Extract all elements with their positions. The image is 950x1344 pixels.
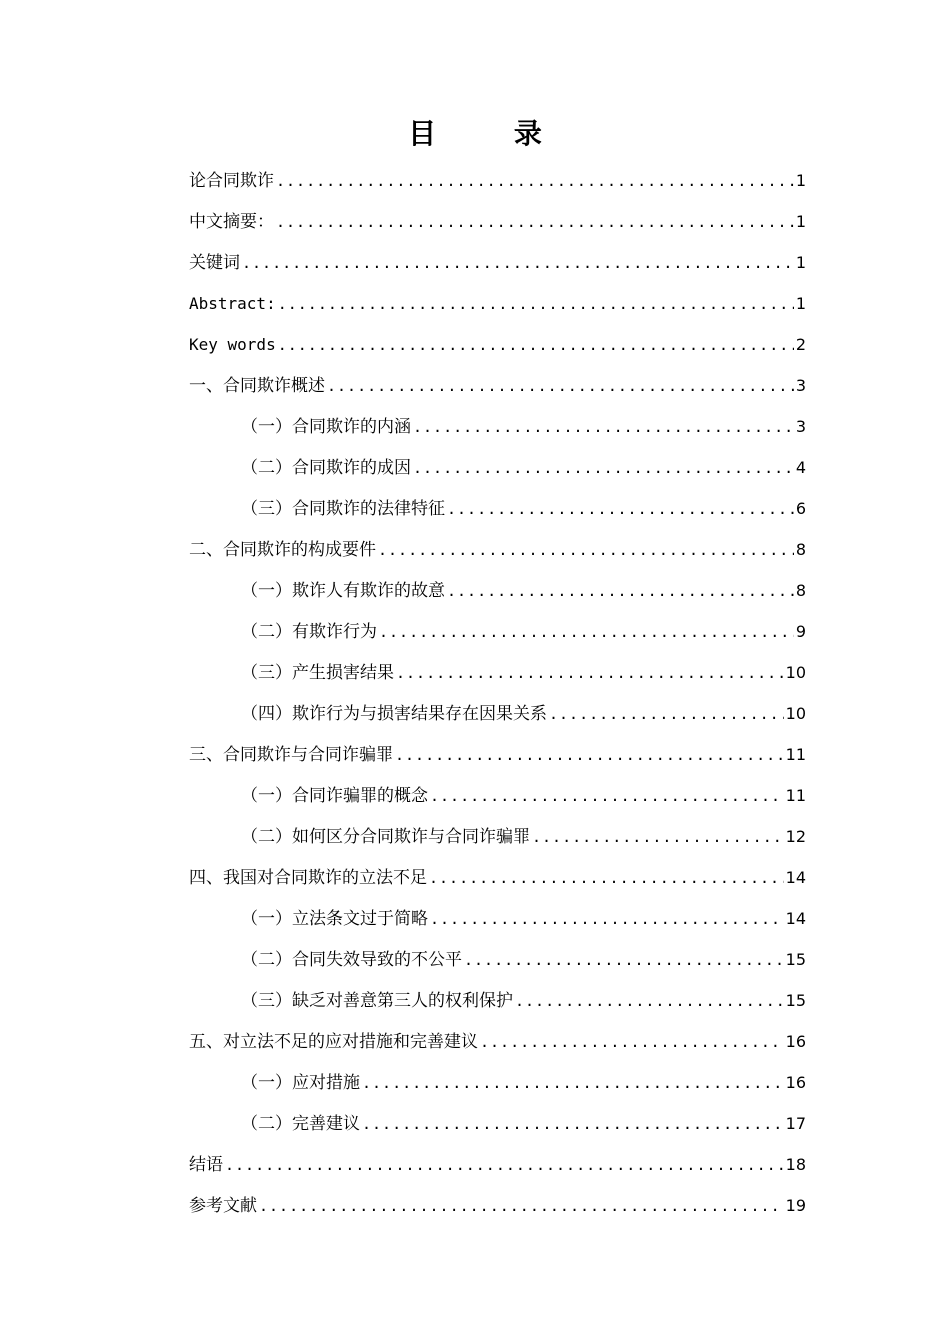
- toc-dot-leader: [276, 170, 794, 192]
- toc-dot-leader: [242, 252, 794, 274]
- toc-entry-label: 三、合同欺诈与合同诈骗罪: [189, 744, 393, 765]
- toc-entry-page: 14: [785, 867, 806, 887]
- toc-entry-label: 四、我国对合同欺诈的立法不足: [189, 867, 427, 888]
- toc-entry-page: 15: [785, 990, 806, 1010]
- toc-dot-leader: [276, 211, 794, 233]
- toc-subentry[interactable]: [189, 611, 806, 652]
- toc-entry[interactable]: [189, 283, 806, 324]
- toc-dot-leader: [396, 662, 784, 684]
- toc-entry-label: 结语: [189, 1154, 223, 1175]
- toc-dot-leader: [259, 1195, 784, 1217]
- toc-subentry[interactable]: [189, 1062, 806, 1103]
- toc-entry-page: 3: [795, 375, 806, 395]
- toc-entry-page: 1: [795, 170, 806, 190]
- toc-subentry[interactable]: [189, 570, 806, 611]
- toc-subentry[interactable]: [189, 898, 806, 939]
- toc-entry-label: （二）合同失效导致的不公平: [241, 949, 462, 970]
- toc-subentry[interactable]: [189, 406, 806, 447]
- toc-entry[interactable]: [189, 201, 806, 242]
- toc-dot-leader: [447, 498, 794, 520]
- toc-dot-leader: [532, 826, 784, 848]
- toc-entry[interactable]: [189, 1144, 806, 1185]
- toc-subentry[interactable]: [189, 447, 806, 488]
- toc-entry-page: 12: [785, 826, 806, 846]
- toc-subentry[interactable]: [189, 775, 806, 816]
- toc-entry-page: 18: [785, 1154, 806, 1174]
- toc-entry-label: （三）缺乏对善意第三人的权利保护: [241, 990, 513, 1011]
- toc-entry-label: 论合同欺诈: [189, 170, 274, 191]
- toc-entry[interactable]: [189, 529, 806, 570]
- toc-subentry[interactable]: [189, 693, 806, 734]
- toc-entry-label: （一）立法条文过于简略: [241, 908, 428, 929]
- toc-dot-leader: [464, 949, 784, 971]
- toc-entry-label: Abstract:: [189, 293, 276, 313]
- toc-entry-page: 10: [785, 662, 806, 682]
- toc-entry-page: 14: [785, 908, 806, 928]
- toc-entry-page: 9: [795, 621, 806, 641]
- toc-entry-label: （二）完善建议: [241, 1113, 360, 1134]
- toc-subentry[interactable]: [189, 488, 806, 529]
- toc-dot-leader: [549, 703, 784, 725]
- toc-dot-leader: [278, 293, 794, 315]
- toc-entry-label: 参考文献: [189, 1195, 257, 1216]
- toc-entry-label: （二）有欺诈行为: [241, 621, 377, 642]
- toc-dot-leader: [413, 416, 794, 438]
- toc-entry-page: 1: [795, 252, 806, 272]
- toc-entry-label: （一）合同诈骗罪的概念: [241, 785, 428, 806]
- toc-entry-label: 关键词: [189, 252, 240, 273]
- toc-entry[interactable]: [189, 324, 806, 365]
- toc-entry-page: 1: [795, 293, 806, 313]
- toc-entry[interactable]: [189, 160, 806, 201]
- toc-entry-page: 11: [785, 744, 806, 764]
- toc-entry-page: 16: [785, 1072, 806, 1092]
- toc-entry-label: Key words: [189, 334, 276, 354]
- toc-entry-label: （四）欺诈行为与损害结果存在因果关系: [241, 703, 547, 724]
- toc-dot-leader: [378, 539, 794, 561]
- toc-entry-label: （二）合同欺诈的成因: [241, 457, 411, 478]
- toc-entry-page: 19: [785, 1195, 806, 1215]
- toc-dot-leader: [430, 908, 784, 930]
- toc-entry-page: 3: [795, 416, 806, 436]
- toc-entry-page: 15: [785, 949, 806, 969]
- toc-entry-label: （三）合同欺诈的法律特征: [241, 498, 445, 519]
- toc-entry[interactable]: [189, 857, 806, 898]
- toc-entry-page: 10: [785, 703, 806, 723]
- toc-dot-leader: [515, 990, 784, 1012]
- toc-dot-leader: [429, 867, 784, 889]
- toc-dot-leader: [225, 1154, 784, 1176]
- toc-entry-page: 2: [795, 334, 806, 354]
- toc-entry-label: （三）产生损害结果: [241, 662, 394, 683]
- toc-dot-leader: [362, 1113, 784, 1135]
- toc-entry-label: （一）应对措施: [241, 1072, 360, 1093]
- toc-entry-page: 6: [795, 498, 806, 518]
- toc-subentry[interactable]: [189, 1103, 806, 1144]
- toc-dot-leader: [480, 1031, 784, 1053]
- toc-entry-label: （一）合同欺诈的内涵: [241, 416, 411, 437]
- toc-entry-page: 11: [785, 785, 806, 805]
- toc-entry-page: 17: [785, 1113, 806, 1133]
- toc-entry[interactable]: [189, 365, 806, 406]
- toc-dot-leader: [430, 785, 784, 807]
- toc-entry-page: 8: [795, 580, 806, 600]
- page-title: 目 录: [408, 117, 576, 150]
- toc-dot-leader: [327, 375, 794, 397]
- toc-entry-page: 1: [795, 211, 806, 231]
- toc-entry-label: （一）欺诈人有欺诈的故意: [241, 580, 445, 601]
- toc-entry[interactable]: [189, 1021, 806, 1062]
- toc-subentry[interactable]: [189, 980, 806, 1021]
- toc-entry-page: 16: [785, 1031, 806, 1051]
- toc-entry-label: 二、合同欺诈的构成要件: [189, 539, 376, 560]
- toc-subentry[interactable]: [189, 816, 806, 857]
- toc-dot-leader: [447, 580, 794, 602]
- toc-entry[interactable]: [189, 1185, 806, 1226]
- toc-entry-page: 8: [795, 539, 806, 559]
- toc-dot-leader: [379, 621, 794, 643]
- toc-entry-label: 中文摘要：: [189, 211, 274, 232]
- toc-dot-leader: [362, 1072, 784, 1094]
- toc-entry-label: 一、合同欺诈概述: [189, 375, 325, 396]
- toc-dot-leader: [395, 744, 784, 766]
- toc-dot-leader: [413, 457, 794, 479]
- toc-entry-label: （二）如何区分合同欺诈与合同诈骗罪: [241, 826, 530, 847]
- toc-entry[interactable]: [189, 734, 806, 775]
- toc-subentry[interactable]: [189, 939, 806, 980]
- toc-subentry[interactable]: [189, 652, 806, 693]
- toc-entry[interactable]: [189, 242, 806, 283]
- toc-entry-page: 4: [795, 457, 806, 477]
- toc-dot-leader: [278, 334, 794, 356]
- table-of-contents: [189, 160, 806, 1226]
- toc-entry-label: 五、对立法不足的应对措施和完善建议: [189, 1031, 478, 1052]
